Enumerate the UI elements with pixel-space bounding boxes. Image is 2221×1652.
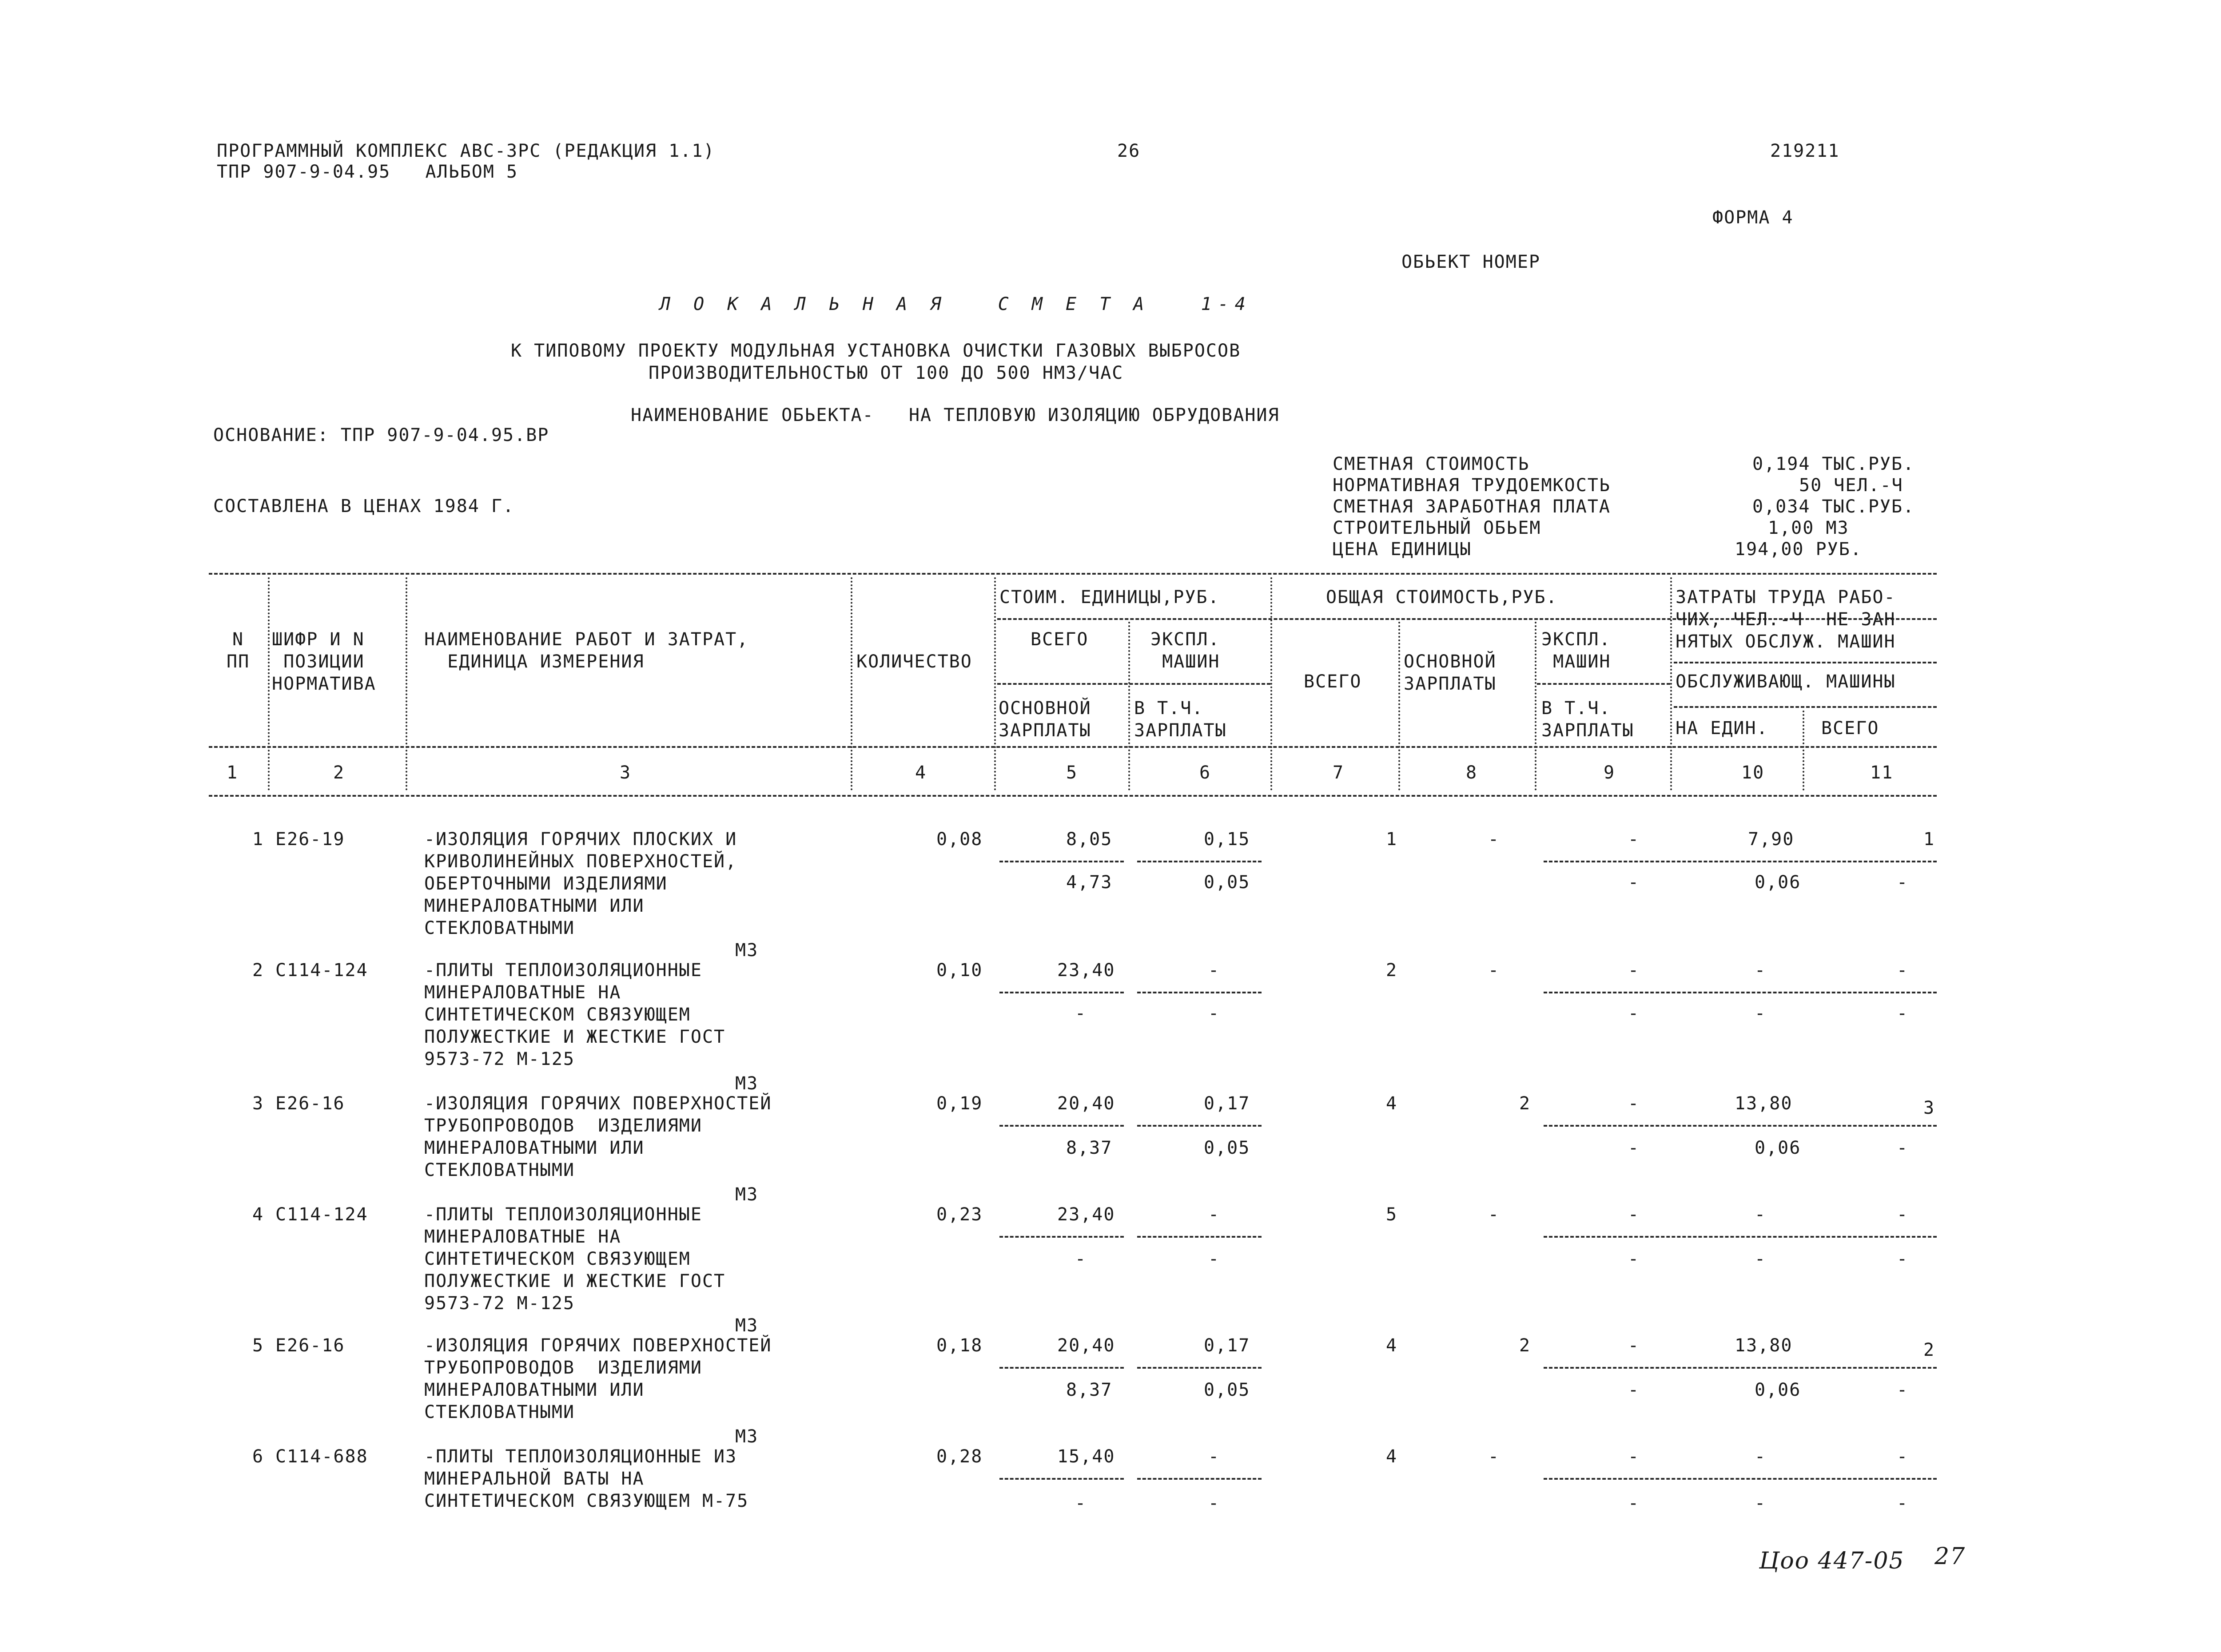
summary-label: НОРМАТИВНАЯ ТРУДОЕМКОСТЬ [1333, 475, 1611, 496]
summary-value: 194,00 РУБ. [1735, 539, 1862, 560]
row-tc-wages: - [1488, 1204, 1500, 1225]
row-uc-wages: - [1075, 1493, 1087, 1513]
row-uc-machines: 0,17 [1204, 1335, 1250, 1356]
row-tc-wages: 2 [1519, 1093, 1531, 1114]
header-subrule [997, 683, 1270, 685]
row-code: С114-124 [275, 1204, 368, 1225]
row-sep [1137, 1236, 1262, 1238]
row-labor2-unit: 0,06 [1755, 1138, 1801, 1158]
row-tc-total: 4 [1386, 1446, 1398, 1467]
col-header-per-unit: НА ЕДИН. [1676, 718, 1768, 739]
row-sep [1137, 1367, 1262, 1369]
row-tc-total: 5 [1386, 1204, 1398, 1225]
row-qty: 0,19 [936, 1093, 983, 1114]
col-header-tc-incl: В Т.Ч. ЗАРПЛАТЫ [1541, 698, 1634, 741]
row-uc-wages: - [1075, 1003, 1087, 1024]
row-name: -ПЛИТЫ ТЕПЛОИЗОЛЯЦИОННЫЕ ИЗ МИНЕРАЛЬНОЙ ВАТЫ НА СИНТЕТИЧЕСКОМ СВЯЗУЮЩЕМ М-75 [424, 1446, 749, 1511]
col-header-quantity: КОЛИЧЕСТВО [856, 651, 972, 672]
row-labor2-all: - [1897, 1249, 1909, 1269]
row-tc-machines: - [1628, 1093, 1640, 1114]
row-labor-all: - [1897, 1446, 1909, 1467]
summary-label: СМЕТНАЯ ЗАРАБОТНАЯ ПЛАТА [1333, 496, 1611, 517]
col-header-name: НАИМЕНОВАНИЕ РАБОТ И ЗАТРАТ, ЕДИНИЦА ИЗМЕРЕНИЯ [424, 629, 749, 672]
handwritten-page-number: 27 [1934, 1543, 1966, 1570]
table-top-rule [209, 573, 1937, 575]
row-sep [1137, 1478, 1262, 1480]
row-unit: М3 [735, 1184, 759, 1205]
row-uc-incl: 0,05 [1204, 1138, 1250, 1158]
row-qty: 0,18 [936, 1335, 983, 1356]
col-divider [1128, 622, 1130, 790]
object-name: НАИМЕНОВАНИЕ ОБЬЕКТА- НА ТЕПЛОВУЮ ИЗОЛЯЦИЮ ОБРУДОВАНИЯ [631, 405, 1280, 425]
table-header-rule [209, 746, 1937, 748]
col-header-tc-total: ВСЕГО [1304, 671, 1362, 692]
row-tc-incl: - [1628, 1138, 1640, 1158]
row-number: 1 [252, 829, 264, 850]
row-labor-all: - [1897, 1204, 1909, 1225]
col-divider [1270, 577, 1272, 790]
row-number: 6 [252, 1446, 264, 1467]
header-subrule [1537, 683, 1670, 685]
col-divider [1803, 711, 1804, 790]
col-header-tc-wages: ОСНОВНОЙ ЗАРПЛАТЫ [1404, 651, 1497, 694]
row-labor-unit: 13,80 [1735, 1335, 1793, 1356]
col-divider [268, 577, 270, 790]
col-header-labor: ЗАТРАТЫ ТРУДА РАБО- ЧИХ, ЧЕЛ.-Ч НЕ ЗАН НЯТЫХ ОБСЛУЖ. МАШИН [1676, 587, 1896, 652]
col-header-code: ШИФР И N ПОЗИЦИИ НОРМАТИВА [272, 629, 376, 694]
col-divider [851, 577, 852, 790]
summary-label: ЦЕНА ЕДИНИЦЫ [1333, 539, 1472, 560]
col-number: 6 [1199, 762, 1211, 783]
row-uc-total: 23,40 [1057, 1204, 1115, 1225]
row-tc-machines: - [1628, 960, 1640, 981]
col-header-unit-cost: СТОИМ. ЕДИНИЦЫ,РУБ. [999, 587, 1220, 608]
row-tc-machines: - [1628, 829, 1640, 850]
col-divider [994, 577, 996, 790]
row-unit: М3 [735, 1073, 759, 1094]
row-tc-wages: - [1488, 1446, 1500, 1467]
row-uc-wages: 8,37 [1066, 1138, 1113, 1158]
row-tc-machines: - [1628, 1335, 1640, 1356]
col-divider [1535, 622, 1536, 790]
col-header-total-cost: ОБЩАЯ СТОИМОСТЬ,РУБ. [1326, 587, 1558, 608]
object-number-label: ОБЬЕКТ НОМЕР [1401, 252, 1540, 272]
col-number: 4 [915, 762, 927, 783]
col-number: 2 [333, 762, 345, 783]
row-uc-machines: - [1208, 960, 1220, 981]
col-header-all: ВСЕГО [1821, 718, 1879, 739]
form-label: ФОРМА 4 [1712, 207, 1794, 228]
row-labor-unit: - [1755, 1204, 1767, 1225]
summary-label: СТРОИТЕЛЬНЫЙ ОБЬЕМ [1333, 518, 1541, 538]
col-divider [1398, 622, 1400, 790]
row-unit: М3 [735, 1315, 759, 1336]
col-divider [406, 577, 407, 790]
row-name: -ИЗОЛЯЦИЯ ГОРЯЧИХ ПОВЕРХНОСТЕЙ ТРУБОПРОВОДОВ ИЗДЕЛИЯМИ МИНЕРАЛОВАТНЫМИ ИЛИ СТЕКЛОВАТНЫМИ [424, 1335, 772, 1422]
row-qty: 0,10 [936, 960, 983, 981]
row-sep [999, 1236, 1124, 1238]
row-sep [1544, 992, 1937, 993]
row-labor-unit: 13,80 [1735, 1093, 1793, 1114]
row-number: 3 [252, 1093, 264, 1114]
row-code: Е26-19 [275, 829, 345, 850]
row-labor-unit: 7,90 [1748, 829, 1795, 850]
row-sep [1544, 1478, 1937, 1480]
row-labor-unit: - [1755, 960, 1767, 981]
row-tc-total: 1 [1386, 829, 1398, 850]
row-uc-total: 23,40 [1057, 960, 1115, 981]
row-labor2-all: - [1897, 872, 1909, 893]
row-sep [999, 861, 1124, 862]
row-tc-machines: - [1628, 1204, 1640, 1225]
row-sep [999, 1367, 1124, 1369]
header-subrule [1674, 662, 1937, 663]
row-sep [1137, 992, 1262, 993]
row-sep [1544, 1367, 1937, 1369]
row-qty: 0,28 [936, 1446, 983, 1467]
row-uc-wages: 4,73 [1066, 872, 1113, 893]
program-header: ПРОГРАММНЫЙ КОМПЛЕКС АВС-3РС (РЕДАКЦИЯ 1.1) [217, 141, 715, 161]
row-code: С114-124 [275, 960, 368, 981]
row-name: -ИЗОЛЯЦИЯ ГОРЯЧИХ ПЛОСКИХ И КРИВОЛИНЕЙНЫХ ПОВЕРХНОСТЕЙ, ОБЕРТОЧНЫМИ ИЗДЕЛИЯМИ МИНЕРАЛОВАТНЫМИ ИЛИ СТЕКЛОВАТНЫМИ [424, 829, 737, 938]
row-sep [999, 992, 1124, 993]
row-uc-machines: 0,17 [1204, 1093, 1250, 1114]
col-number: 7 [1333, 762, 1345, 783]
row-tc-wages: - [1488, 960, 1500, 981]
row-sep [1137, 1125, 1262, 1127]
row-unit: М3 [735, 1426, 759, 1447]
row-uc-incl: 0,05 [1204, 1380, 1250, 1400]
col-number: 8 [1466, 762, 1478, 783]
row-number: 5 [252, 1335, 264, 1356]
estimate-title: Л О К А Л Ь Н А Я С М Е Т А 1-4 [660, 294, 1252, 314]
row-sep [1137, 861, 1262, 862]
row-number: 2 [252, 960, 264, 981]
row-uc-total: 20,40 [1057, 1335, 1115, 1356]
row-qty: 0,23 [936, 1204, 983, 1225]
summary-label: СМЕТНАЯ СТОИМОСТЬ [1333, 454, 1530, 474]
row-uc-total: 20,40 [1057, 1093, 1115, 1114]
summary-value: 50 ЧЕЛ.-Ч [1799, 475, 1903, 496]
row-tc-total: 4 [1386, 1093, 1398, 1114]
col-header-uc-wages: ОСНОВНОЙ ЗАРПЛАТЫ [999, 698, 1091, 741]
row-labor2-unit: 0,06 [1755, 872, 1801, 893]
row-sep [1544, 861, 1937, 862]
row-sep [1544, 1236, 1937, 1238]
row-name: -ПЛИТЫ ТЕПЛОИЗОЛЯЦИОННЫЕ МИНЕРАЛОВАТНЫЕ НА СИНТЕТИЧЕСКОМ СВЯЗУЮЩЕМ ПОЛУЖЕСТКИЕ И ЖЕСТКИЕ ГОСТ 9573-72 М-125 [424, 1204, 726, 1314]
row-uc-machines: 0,15 [1204, 829, 1250, 850]
row-labor2-all: - [1897, 1003, 1909, 1024]
col-number: 11 [1870, 762, 1894, 783]
summary-value: 1,00 М3 [1768, 518, 1849, 538]
row-number: 4 [252, 1204, 264, 1225]
row-uc-incl: - [1208, 1493, 1220, 1513]
row-code: Е26-16 [275, 1335, 345, 1356]
col-number: 10 [1741, 762, 1765, 783]
header-subrule [1674, 706, 1937, 708]
row-tc-wages: 2 [1519, 1335, 1531, 1356]
row-sep [999, 1125, 1124, 1127]
row-labor-unit: - [1755, 1446, 1767, 1467]
summary-value: 0,034 ТЫС.РУБ. [1752, 496, 1915, 517]
col-number: 9 [1604, 762, 1616, 783]
col-header-labor-service: ОБСЛУЖИВАЮЩ. МАШИНЫ [1676, 671, 1896, 692]
row-labor-all: - [1897, 960, 1909, 981]
tpr-header: ТПР 907-9-04.95 АЛЬБОМ 5 [217, 162, 518, 182]
row-tc-incl: - [1628, 1493, 1640, 1513]
row-uc-total: 15,40 [1057, 1446, 1115, 1467]
project-line-1: К ТИПОВОМУ ПРОЕКТУ МОДУЛЬНАЯ УСТАНОВКА ОЧИСТКИ ГАЗОВЫХ ВЫБРОСОВ [511, 341, 1241, 361]
column-number-rule [209, 795, 1937, 797]
row-tc-machines: - [1628, 1446, 1640, 1467]
row-labor2-unit: - [1755, 1493, 1767, 1513]
row-tc-total: 2 [1386, 960, 1398, 981]
row-tc-incl: - [1628, 872, 1640, 893]
row-labor-all: 2 [1923, 1340, 1935, 1360]
row-name: -ПЛИТЫ ТЕПЛОИЗОЛЯЦИОННЫЕ МИНЕРАЛОВАТНЫЕ НА СИНТЕТИЧЕСКОМ СВЯЗУЮЩЕМ ПОЛУЖЕСТКИЕ И ЖЕСТКИЕ ГОСТ 9573-72 М-125 [424, 960, 726, 1069]
row-uc-incl: 0,05 [1204, 872, 1250, 893]
col-header-uc-machines: ЭКСПЛ. МАШИН [1150, 629, 1220, 672]
col-number: 3 [620, 762, 632, 783]
document-number: 219211 [1770, 141, 1840, 161]
row-labor2-all: - [1897, 1138, 1909, 1158]
col-header-uc-total: ВСЕГО [1031, 629, 1089, 650]
col-header-n: N ПП [227, 629, 250, 672]
row-uc-wages: - [1075, 1249, 1087, 1269]
row-code: Е26-16 [275, 1093, 345, 1114]
page-number: 26 [1117, 141, 1141, 161]
row-unit: М3 [735, 940, 759, 961]
row-tc-wages: - [1488, 829, 1500, 850]
row-labor2-unit: 0,06 [1755, 1380, 1801, 1400]
row-tc-incl: - [1628, 1380, 1640, 1400]
basis-line: ОСНОВАНИЕ: ТПР 907-9-04.95.ВР [213, 425, 549, 445]
row-tc-total: 4 [1386, 1335, 1398, 1356]
row-labor2-unit: - [1755, 1003, 1767, 1024]
col-number: 1 [227, 762, 239, 783]
row-uc-machines: - [1208, 1204, 1220, 1225]
row-labor-all: 1 [1923, 829, 1935, 850]
row-labor-all: 3 [1923, 1098, 1935, 1118]
row-labor2-all: - [1897, 1380, 1909, 1400]
row-sep [1544, 1125, 1937, 1127]
row-uc-wages: 8,37 [1066, 1380, 1113, 1400]
row-labor2-all: - [1897, 1493, 1909, 1513]
row-uc-incl: - [1208, 1249, 1220, 1269]
col-header-uc-incl: В Т.Ч. ЗАРПЛАТЫ [1134, 698, 1227, 741]
col-divider [1670, 577, 1672, 790]
prices-line: СОСТАВЛЕНА В ЦЕНАХ 1984 Г. [213, 496, 515, 516]
project-line-2: ПРОИЗВОДИТЕЛЬНОСТЬЮ ОТ 100 ДО 500 НМ3/ЧАС [649, 363, 1124, 383]
handwritten-stamp-number: Цоо 447-05 [1759, 1548, 1905, 1574]
row-tc-incl: - [1628, 1003, 1640, 1024]
row-uc-machines: - [1208, 1446, 1220, 1467]
row-qty: 0,08 [936, 829, 983, 850]
row-tc-incl: - [1628, 1249, 1640, 1269]
row-uc-incl: - [1208, 1003, 1220, 1024]
col-number: 5 [1066, 762, 1078, 783]
row-code: С114-688 [275, 1446, 368, 1467]
row-labor2-unit: - [1755, 1249, 1767, 1269]
row-sep [999, 1478, 1124, 1480]
row-uc-total: 8,05 [1066, 829, 1113, 850]
row-name: -ИЗОЛЯЦИЯ ГОРЯЧИХ ПОВЕРХНОСТЕЙ ТРУБОПРОВОДОВ ИЗДЕЛИЯМИ МИНЕРАЛОВАТНЫМИ ИЛИ СТЕКЛОВАТНЫМИ [424, 1093, 772, 1180]
summary-value: 0,194 ТЫС.РУБ. [1752, 454, 1915, 474]
col-header-tc-machines: ЭКСПЛ. МАШИН [1541, 629, 1611, 672]
